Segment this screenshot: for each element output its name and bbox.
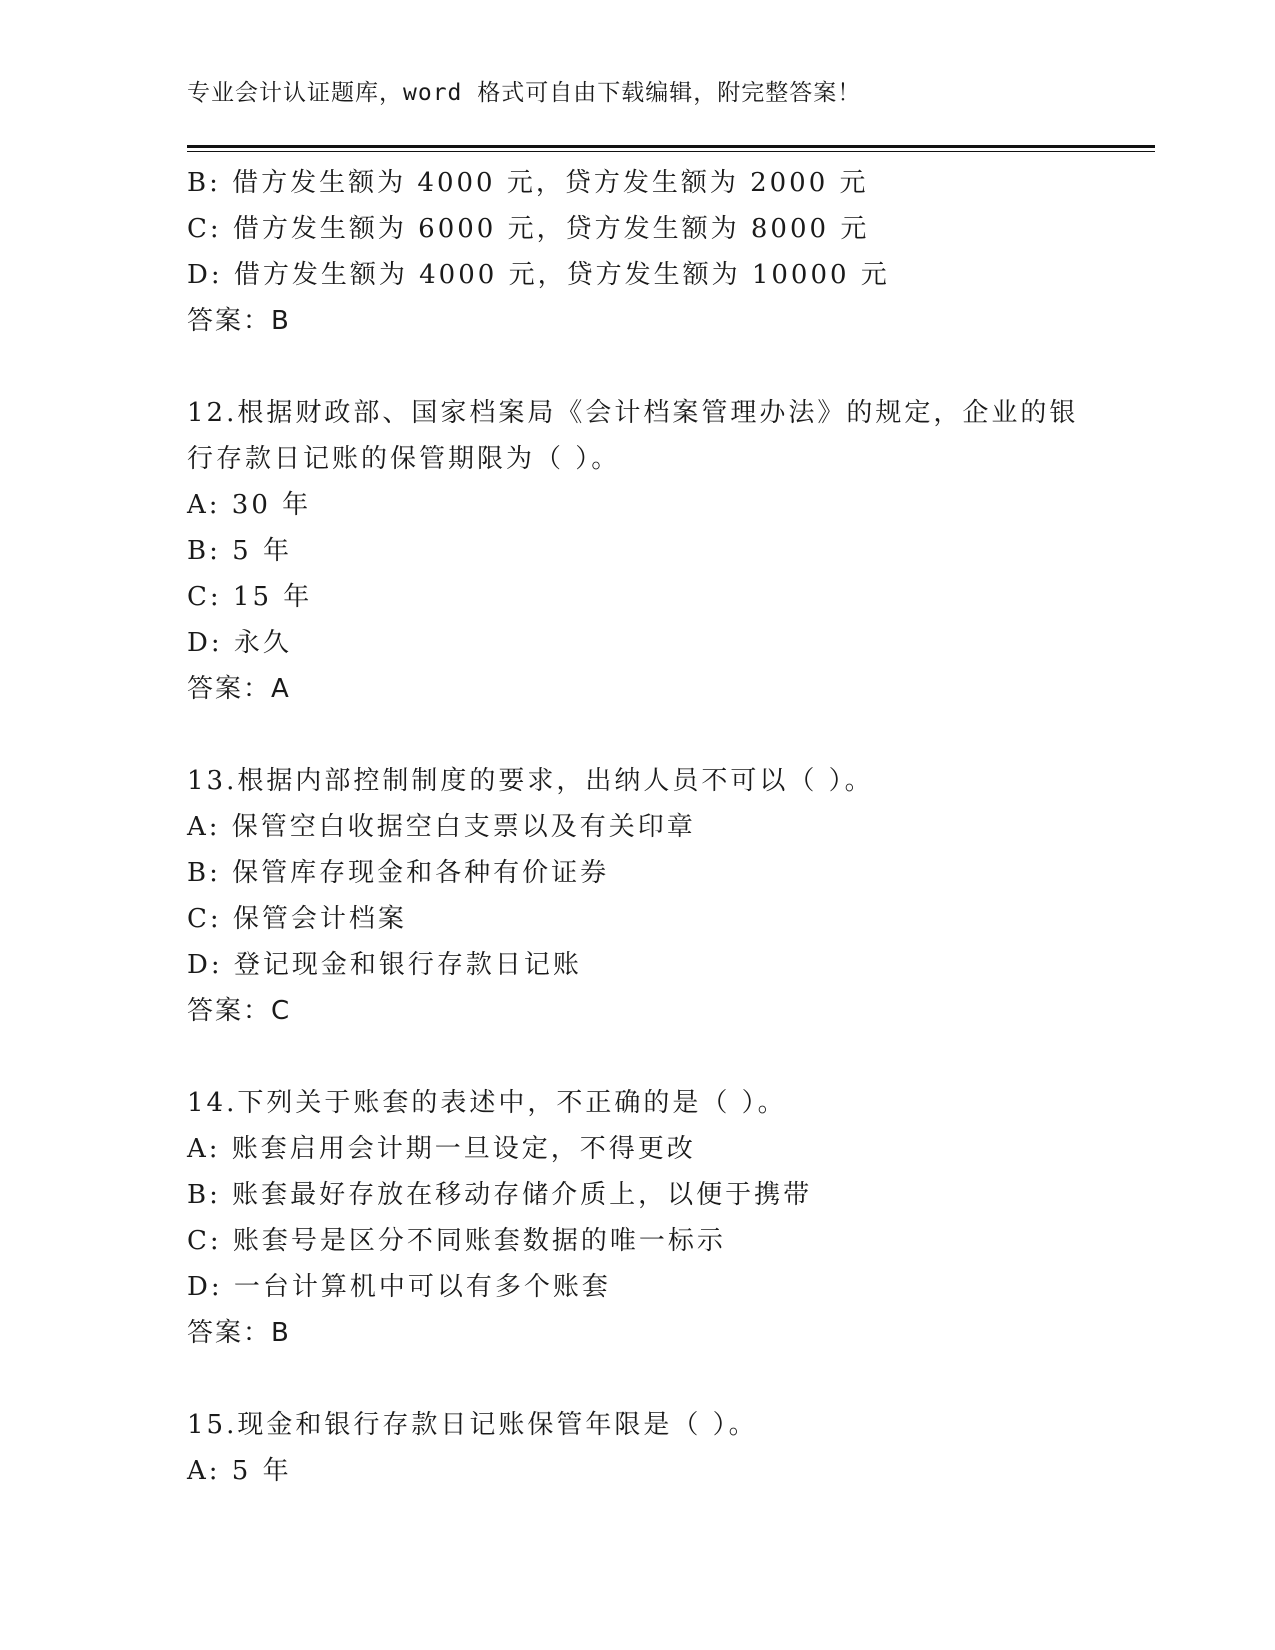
option-a: A: 30 年 xyxy=(187,490,312,520)
option-b: B: 5 年 xyxy=(187,536,292,566)
answer: 答案：B xyxy=(187,306,291,336)
header-rule-thin xyxy=(187,151,1155,152)
header-rule-thick xyxy=(187,145,1155,148)
option-c: C: 15 年 xyxy=(187,582,313,612)
page-header-text: 专业会计认证题库，word 格式可自由下载编辑，附完整答案！ xyxy=(187,80,862,106)
question-13 xyxy=(187,758,1147,1034)
option-a: A: 账套启用会计期一旦设定，不得更改 xyxy=(187,1134,696,1164)
option-d: D: 借方发生额为 4000 元，贷方发生额为 10000 元 xyxy=(187,260,890,290)
option-a: A: 5 年 xyxy=(187,1456,292,1486)
option-d: D: 登记现金和银行存款日记账 xyxy=(187,950,582,980)
option-c: C: 账套号是区分不同账套数据的唯一标示 xyxy=(187,1226,726,1256)
question-stem: 14.下列关于账套的表述中，不正确的是（ ）。 xyxy=(187,1088,787,1118)
question-12 xyxy=(187,390,1147,712)
document-body xyxy=(187,160,1147,1494)
question-stem: 13.根据内部控制制度的要求，出纳人员不可以（ ）。 xyxy=(187,766,874,796)
option-d: D: 一台计算机中可以有多个账套 xyxy=(187,1272,611,1302)
option-b: B: 账套最好存放在移动存储介质上，以便于携带 xyxy=(187,1180,813,1210)
option-a: A: 保管空白收据空白支票以及有关印章 xyxy=(187,812,696,842)
question-stem: 15.现金和银行存款日记账保管年限是（ ）。 xyxy=(187,1410,758,1440)
question-15 xyxy=(187,1402,1147,1494)
option-c: C: 保管会计档案 xyxy=(187,904,407,934)
question-14 xyxy=(187,1080,1147,1356)
question-stem: 12.根据财政部、国家档案局《会计档案管理办法》的规定，企业的银 xyxy=(187,398,1079,428)
option-d: D: 永久 xyxy=(187,628,292,658)
answer: 答案：B xyxy=(187,1318,291,1348)
question-11 xyxy=(187,160,1147,344)
answer: 答案：C xyxy=(187,996,292,1026)
option-b: B: 保管库存现金和各种有价证券 xyxy=(187,858,610,888)
question-stem: 行存款日记账的保管期限为（ ）。 xyxy=(187,444,621,474)
option-c: C: 借方发生额为 6000 元，贷方发生额为 8000 元 xyxy=(187,214,870,244)
option-b: B: 借方发生额为 4000 元，贷方发生额为 2000 元 xyxy=(187,168,869,198)
answer: 答案：A xyxy=(187,674,291,704)
